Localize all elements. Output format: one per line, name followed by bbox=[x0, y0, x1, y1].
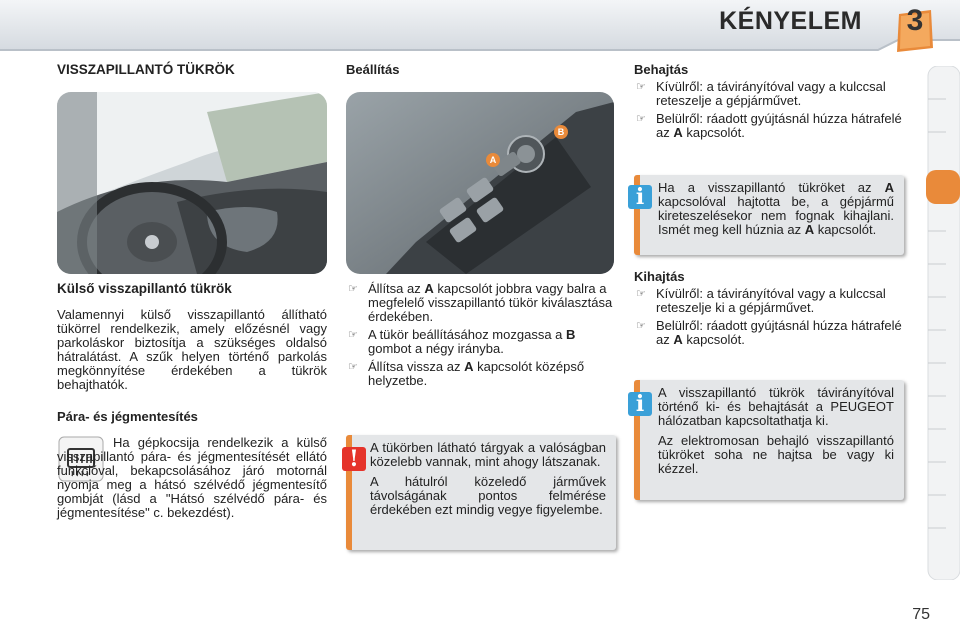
unfold-title: Kihajtás bbox=[634, 269, 685, 284]
warning-text-1: A tükörben látható tárgyak a valóságban közelebb vannak, mint ahogy látszanak. bbox=[370, 440, 606, 469]
warning-text-2: A hátulról közeledő járművek távolságának pontos felmérése érdekében ezt mindig vegye figyelembe. bbox=[370, 474, 606, 517]
unfold-steps bbox=[634, 287, 906, 351]
label-b-text: B bbox=[557, 127, 565, 137]
warning-box bbox=[346, 435, 616, 550]
active-chapter-tab bbox=[926, 170, 960, 204]
interior-photo bbox=[57, 92, 327, 274]
fold-step-1: ☞ Kívülről: a távirányítóval vagy a kulccsal reteszelje a gépjárművet. bbox=[634, 80, 906, 108]
info-box-1 bbox=[634, 175, 904, 255]
page-number: 75 bbox=[912, 606, 930, 623]
defrost-text: Ha gépkocsija rendelkezik a külső visszapillantó pára- és jégmentesítését ellátó funkcióval, bekapcsolásához járó motornál nyomja meg a hátsó szélvédő jégmentesítő gombját (lásd a "Hátsó szélvédő pára- és jégmentesítése" c. bekezdést). bbox=[57, 435, 327, 520]
adjust-steps bbox=[346, 282, 616, 392]
intro-paragraph: Valamennyi külső visszapillantó állítható tükörrel rendelkezik, amely előzésnél vagy parkoláskor biztosítja a szükséges oldalsó hátralátást. A szűk helyen történő parkolás megkönnyítése érdekében a tükrök behajthatók. bbox=[57, 307, 327, 392]
chapter-badge bbox=[895, 4, 935, 52]
defrost-paragraph bbox=[57, 436, 327, 520]
fold-step-2: ☞ Belülről: ráadott gyújtásnál húzza hátrafelé az A kapcsolót. bbox=[634, 112, 906, 140]
info-box-2 bbox=[634, 380, 904, 500]
label-b bbox=[554, 125, 568, 139]
chapter-tabs bbox=[926, 66, 960, 580]
chapter-number: 3 bbox=[906, 4, 924, 37]
header-title: KÉNYELEM bbox=[719, 7, 862, 35]
info-text-2a: A visszapillantó tükrök távirányítóval történő ki- és behajtását a PEUGEOT hálózatban kapcsoltathatja ki. bbox=[658, 385, 894, 428]
warning-icon: ! bbox=[342, 447, 366, 471]
section-title-external-mirrors: Külső visszapillantó tükrök bbox=[57, 281, 232, 296]
info-text-2b: Az elektromosan behajló visszapillantó tükröket soha ne hajtsa be vagy ki kézzel. bbox=[658, 433, 894, 476]
adjust-step-3: ☞ Állítsa vissza az A kapcsolót középső helyzetbe. bbox=[346, 360, 616, 388]
page-title: VISSZAPILLANTÓ TÜKRÖK bbox=[57, 62, 235, 77]
adjust-step-2: ☞ A tükör beállításához mozgassa a B gombot a négy irányba. bbox=[346, 328, 616, 356]
adjust-title: Beállítás bbox=[346, 62, 400, 77]
fold-steps bbox=[634, 80, 906, 144]
info-icon: i bbox=[628, 392, 652, 416]
unfold-step-2: ☞ Belülről: ráadott gyújtásnál húzza hátrafelé az A kapcsolót. bbox=[634, 319, 906, 347]
info-text-1: Ha a visszapillantó tükröket az A kapcsolóval hajtotta be, a gépjármű kireteszelésekor nem fognak kihajlani. Ismét meg kell húznia az A kapcsolót. bbox=[658, 180, 894, 237]
label-a-text: A bbox=[489, 155, 497, 165]
fold-title: Behajtás bbox=[634, 62, 689, 77]
defrost-title: Pára- és jégmentesítés bbox=[57, 409, 198, 424]
label-a bbox=[486, 153, 500, 167]
adjust-step-1: ☞ Állítsa az A kapcsolót jobbra vagy balra a megfelelő visszapillantó tükör kiválasztása érdekében. bbox=[346, 282, 616, 324]
unfold-step-1: ☞ Kívülről: a távirányítóval vagy a kulccsal reteszelje ki a gépjárművet. bbox=[634, 287, 906, 315]
info-icon: i bbox=[628, 185, 652, 209]
mirror-control-photo bbox=[346, 92, 614, 274]
